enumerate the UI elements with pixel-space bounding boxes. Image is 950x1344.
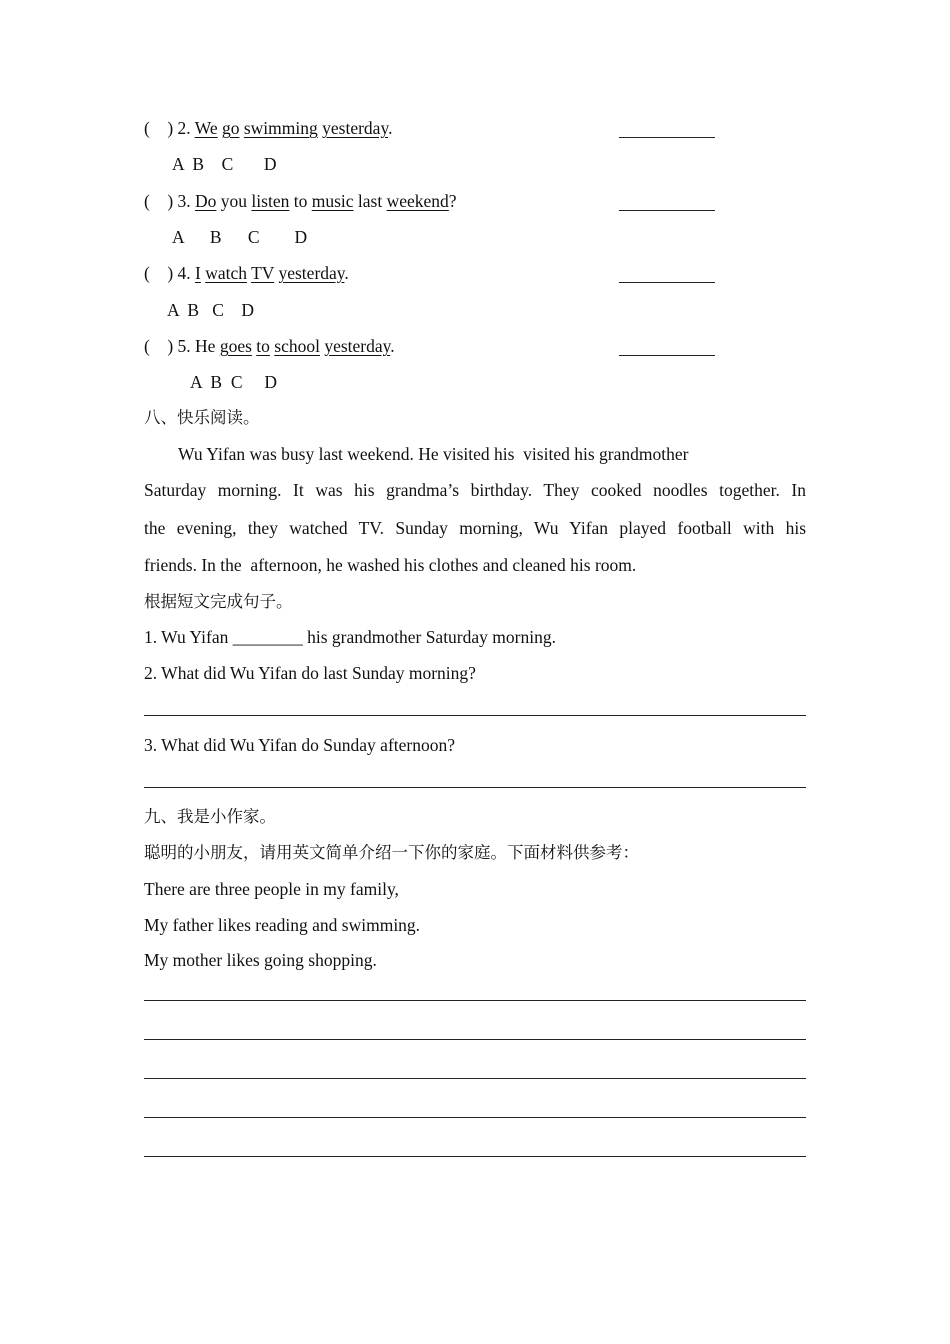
answer-blank[interactable] <box>619 210 715 211</box>
answer-blank[interactable] <box>619 355 715 356</box>
question-number: ( ) 5. <box>144 336 191 356</box>
passage-line: friends. In the afternoon, he washed his clothes and cleaned his room. <box>144 555 637 575</box>
underlined-word: listen <box>251 191 290 211</box>
underlined-word: yesterday <box>322 118 389 138</box>
question-number: ( ) 3. <box>144 191 191 211</box>
underlined-word: Do <box>195 191 217 211</box>
passage-line: Wu Yifan was busy last weekend. He visited his visited his grandmother <box>178 444 689 464</box>
reading-question-1: 1. Wu Yifan ________ his grandmother Saturday morning. <box>144 627 556 647</box>
section-9-instruction: 聪明的小朋友，请用英文简单介绍一下你的家庭。下面材料供参考： <box>144 843 639 862</box>
reading-question-2: 2. What did Wu Yifan do last Sunday morning? <box>144 663 476 683</box>
answer-blank[interactable] <box>619 282 715 283</box>
question-2 <box>144 118 392 138</box>
underlined-word: music <box>311 191 354 211</box>
section-8-instruction: 根据短文完成句子。 <box>144 592 293 611</box>
reference-line: My father likes reading and swimming. <box>144 915 421 935</box>
underlined-word: yesterday <box>278 263 345 283</box>
sentence-text: . <box>390 336 395 356</box>
writing-line[interactable] <box>144 1000 806 1001</box>
sentence-text: . <box>344 263 349 283</box>
writing-line[interactable] <box>144 1039 806 1040</box>
sentence-text: . <box>388 118 393 138</box>
question-4 <box>144 263 349 283</box>
answer-blank[interactable] <box>619 137 715 138</box>
underlined-word: watch <box>205 263 248 283</box>
underlined-word: go <box>221 118 240 138</box>
writing-line[interactable] <box>144 1156 806 1157</box>
reading-question-3: 3. What did Wu Yifan do Sunday afternoon? <box>144 735 455 755</box>
underlined-word: goes <box>219 336 252 356</box>
question-number: ( ) 4. <box>144 263 191 283</box>
writing-line[interactable] <box>144 1078 806 1079</box>
sentence-text: last <box>353 191 387 211</box>
underlined-word: We <box>194 118 218 138</box>
underlined-word: I <box>195 263 201 283</box>
writing-line[interactable] <box>144 1117 806 1118</box>
sentence-text: He <box>195 336 220 356</box>
section-9-title: 九、我是小作家。 <box>144 807 276 826</box>
question-number: ( ) 2. <box>144 118 191 138</box>
option-letters: A B C D <box>190 372 278 392</box>
underlined-word: yesterday <box>324 336 391 356</box>
reference-line: There are three people in my family, <box>144 879 399 899</box>
underlined-word: swimming <box>243 118 318 138</box>
question-5 <box>144 336 395 356</box>
option-letters: A B C D <box>172 227 308 247</box>
option-letters: A B C D <box>167 300 255 320</box>
underlined-word: weekend <box>386 191 449 211</box>
reference-line: My mother likes going shopping. <box>144 950 377 970</box>
sentence-text: to <box>289 191 312 211</box>
underlined-word: to <box>256 336 270 356</box>
passage-line: the evening, they watched TV. Sunday morning, Wu Yifan played football with his <box>144 518 806 538</box>
sentence-text: you <box>216 191 252 211</box>
question-3 <box>144 191 457 211</box>
passage-line: Saturday morning. It was his grandma’s birthday. They cooked noodles together. In <box>144 480 806 500</box>
underlined-word: TV <box>251 263 275 283</box>
sentence-text: ? <box>448 191 457 211</box>
option-letters: A B C D <box>172 154 277 174</box>
section-8-title: 八、快乐阅读。 <box>144 408 260 427</box>
answer-line[interactable] <box>144 715 806 716</box>
answer-line[interactable] <box>144 787 806 788</box>
underlined-word: school <box>274 336 320 356</box>
